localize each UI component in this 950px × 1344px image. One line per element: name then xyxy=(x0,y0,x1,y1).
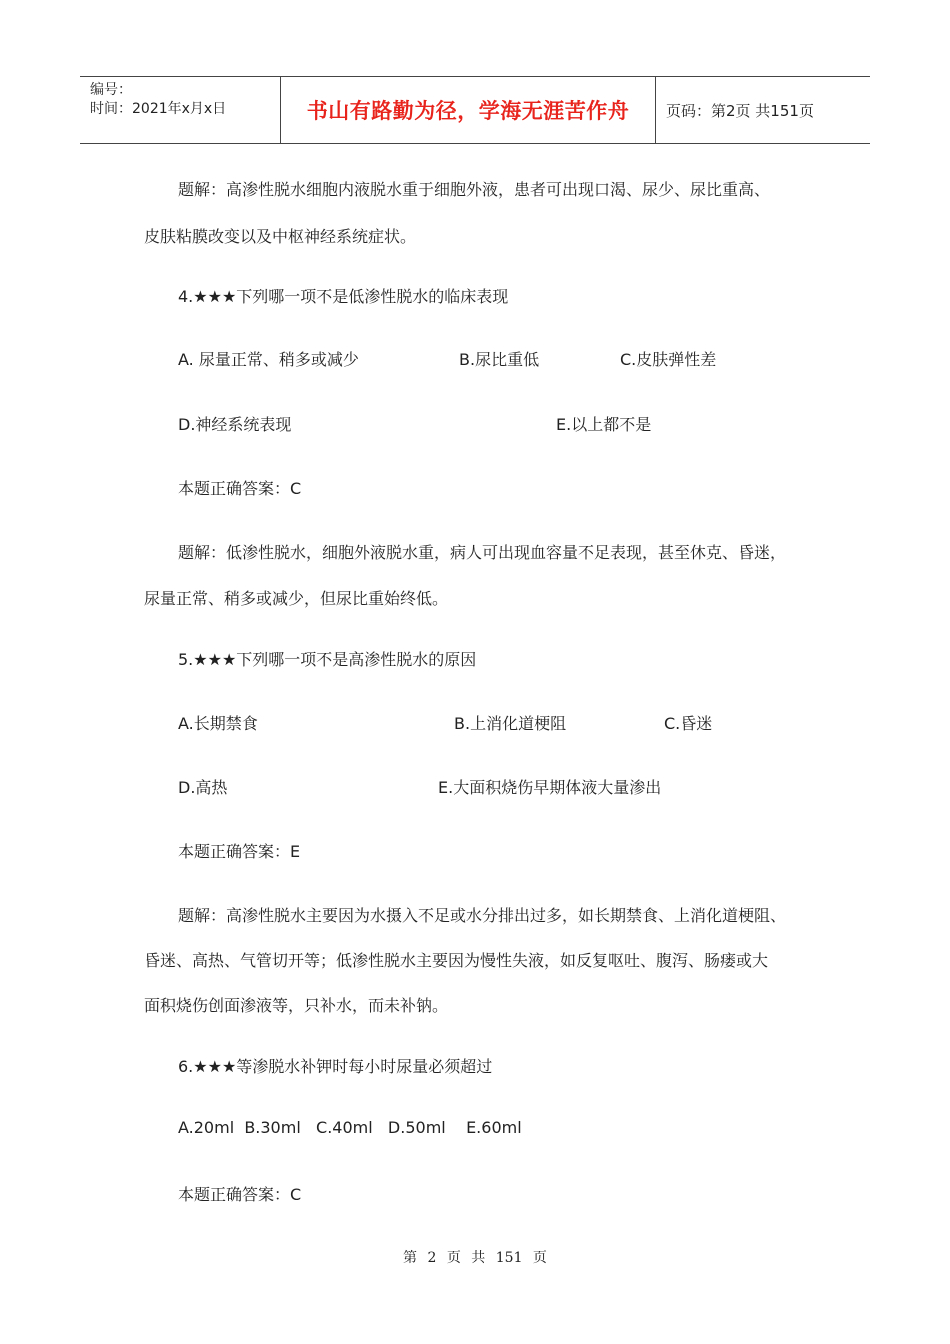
question-5-title: 5.★★★下列哪一项不是高渗性脱水的原因 xyxy=(178,650,477,669)
question-5-option-a: A.长期禁食 xyxy=(178,714,258,733)
explanation-5-line-3: 面积烧伤创面渗液等，只补水，而未补钠。 xyxy=(144,996,449,1015)
question-4-option-d: D.神经系统表现 xyxy=(178,415,292,434)
explanation-4-line-1: 题解：低渗性脱水，细胞外液脱水重，病人可出现血容量不足表现，甚至休克、昏迷， xyxy=(178,543,787,562)
page-header xyxy=(80,76,870,144)
explanation-5-line-2: 昏迷、高热、气管切开等；低渗性脱水主要因为慢性失液，如反复呕吐、腹泻、肠瘘或大 xyxy=(144,951,769,970)
explanation-4-line-2: 尿量正常、稍多或减少，但尿比重始终低。 xyxy=(144,589,449,608)
explanation-3-line-2: 皮肤粘膜改变以及中枢神经系统症状。 xyxy=(144,227,417,246)
question-4-option-c: C.皮肤弹性差 xyxy=(620,350,717,369)
question-6-title: 6.★★★等渗脱水补钾时每小时尿量必须超过 xyxy=(178,1057,493,1076)
header-meta xyxy=(80,77,281,143)
question-6-options: A.20ml B.30ml C.40ml D.50ml E.60ml xyxy=(178,1118,522,1137)
question-6-answer: 本题正确答案：C xyxy=(178,1185,302,1204)
time-label: 时间：2021年x月x日 xyxy=(90,101,227,117)
question-5-option-e: E.大面积烧伤早期体液大量渗出 xyxy=(438,778,662,797)
question-5-option-d: D.高热 xyxy=(178,778,228,797)
question-5-option-c: C.昏迷 xyxy=(664,714,713,733)
explanation-3-line-1: 题解：高渗性脱水细胞内液脱水重于细胞外液，患者可出现口渴、尿少、尿比重高、 xyxy=(178,180,771,199)
question-5-answer: 本题正确答案：E xyxy=(178,842,301,861)
number-label: 编号： xyxy=(90,82,132,98)
question-4-option-a: A. 尿量正常、稍多或减少 xyxy=(178,350,359,369)
page-footer: 第 2 页 共 151 页 xyxy=(403,1250,547,1266)
question-4-option-b: B.尿比重低 xyxy=(459,350,540,369)
question-4-answer: 本题正确答案：C xyxy=(178,479,302,498)
motto-text: 书山有路勤为径，学海无涯苦作舟 xyxy=(306,99,630,123)
explanation-5-line-1: 题解：高渗性脱水主要因为水摄入不足或水分排出过多，如长期禁食、上消化道梗阻、 xyxy=(178,906,787,925)
question-4-title: 4.★★★下列哪一项不是低渗性脱水的临床表现 xyxy=(178,287,509,306)
question-4-option-e: E.以上都不是 xyxy=(556,415,652,434)
header-motto-cell xyxy=(281,77,656,143)
header-page-cell xyxy=(656,77,870,143)
question-5-option-b: B.上消化道梗阻 xyxy=(454,714,567,733)
page-info: 页码：第2页 共151页 xyxy=(666,101,814,120)
